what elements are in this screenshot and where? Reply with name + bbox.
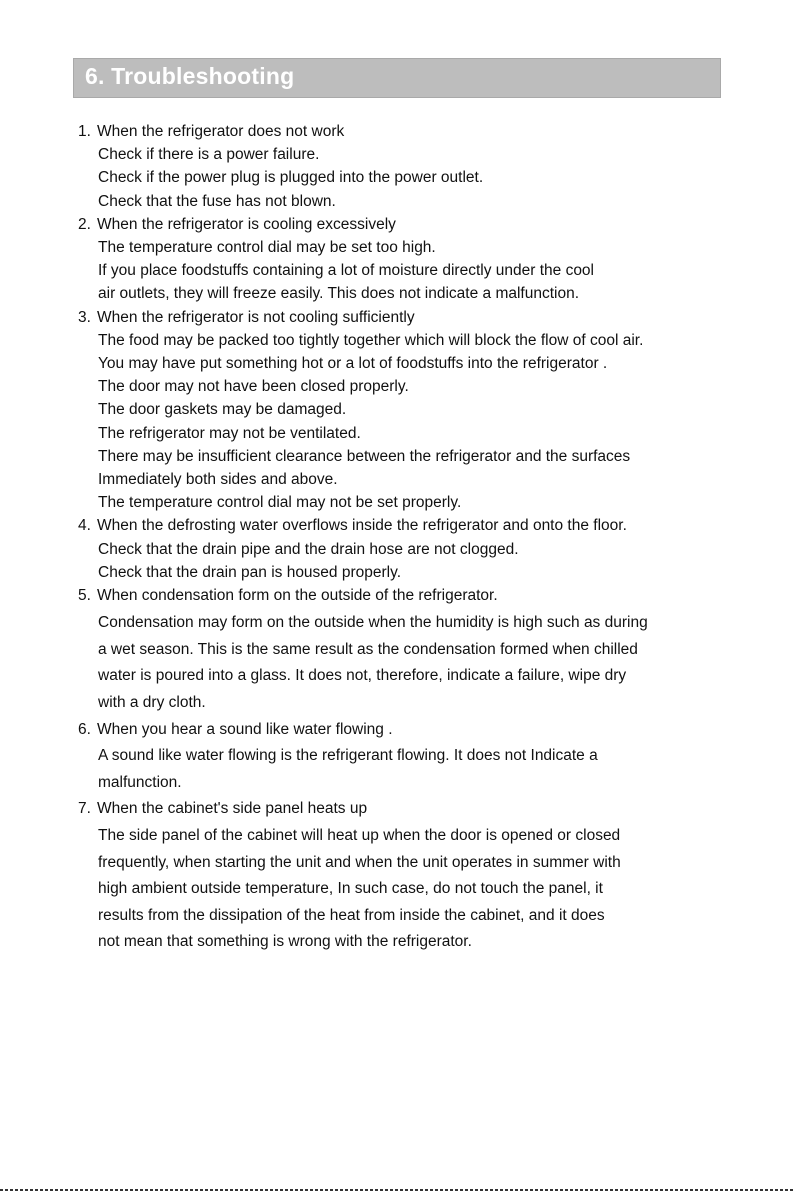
section-title: 6. Troubleshooting	[85, 63, 295, 89]
item-line: The door may not have been closed properly.	[98, 378, 409, 396]
item-number: 3.	[78, 308, 91, 326]
troubleshooting-item	[78, 213, 738, 306]
item-number: 2.	[78, 215, 91, 233]
item-number: 5.	[78, 587, 91, 605]
item-line: Check if the power plug is plugged into the power outlet.	[98, 169, 484, 187]
item-heading	[78, 584, 738, 607]
troubleshooting-list	[78, 120, 738, 956]
item-heading-text: When you hear a sound like water flowing .	[97, 720, 393, 738]
item-heading	[78, 796, 738, 823]
section-header	[73, 58, 721, 98]
item-heading	[78, 514, 738, 537]
item-heading-text: When condensation form on the outside of the refrigerator.	[97, 587, 498, 605]
item-line: The food may be packed too tightly together which will block the flow of cool air.	[98, 331, 644, 349]
item-line: water is poured into a glass. It does not, therefore, indicate a failure, wipe dry	[98, 667, 627, 685]
troubleshooting-item	[78, 796, 738, 956]
item-number: 1.	[78, 123, 91, 140]
item-line: a wet season. This is the same result as the condensation formed when chilled	[98, 640, 638, 658]
item-number: 7.	[78, 800, 91, 818]
troubleshooting-item	[78, 306, 738, 515]
item-line: You may have put something hot or a lot of foodstuffs into the refrigerator .	[98, 355, 608, 373]
item-line: malfunction.	[98, 773, 182, 791]
troubleshooting-item	[78, 514, 738, 584]
troubleshooting-item	[78, 584, 738, 717]
item-line: A sound like water flowing is the refrigerant flowing. It does not Indicate a	[98, 747, 598, 765]
item-heading	[78, 306, 738, 329]
item-line: There may be insufficient clearance between the refrigerator and the surfaces	[98, 447, 631, 465]
item-heading-text: When the refrigerator is not cooling sufficiently	[97, 308, 415, 326]
item-line: Condensation may form on the outside when the humidity is high such as during	[98, 614, 648, 632]
item-line: The temperature control dial may be set too high.	[98, 239, 436, 257]
item-heading-text: When the cabinet's side panel heats up	[97, 800, 368, 818]
item-heading-text: When the refrigerator does not work	[97, 123, 345, 140]
item-line: high ambient outside temperature, In such case, do not touch the panel, it	[98, 880, 603, 898]
item-heading	[78, 717, 738, 744]
item-line: Check that the drain pan is housed properly.	[98, 563, 402, 581]
item-line: Check if there is a power failure.	[98, 146, 320, 164]
item-line: The side panel of the cabinet will heat up when the door is opened or closed	[98, 827, 621, 845]
item-line: The door gaskets may be damaged.	[98, 401, 347, 419]
item-line: If you place foodstuffs containing a lot of moisture directly under the cool	[98, 262, 594, 280]
item-line: The refrigerator may not be ventilated.	[98, 424, 361, 442]
troubleshooting-item	[78, 717, 738, 797]
item-line: The temperature control dial may not be set properly.	[98, 494, 462, 512]
item-line: Check that the drain pipe and the drain hose are not clogged.	[98, 540, 519, 558]
item-line: Check that the fuse has not blown.	[98, 192, 336, 210]
item-line: not mean that something is wrong with the refrigerator.	[98, 933, 472, 951]
item-number: 4.	[78, 517, 91, 535]
item-heading-text: When the defrosting water overflows inside the refrigerator and onto the floor.	[97, 517, 627, 535]
troubleshooting-item	[78, 120, 738, 213]
item-number: 6.	[78, 720, 91, 738]
item-line: results from the dissipation of the heat from inside the cabinet, and it does	[98, 906, 605, 924]
item-line: with a dry cloth.	[98, 694, 206, 712]
item-heading-text: When the refrigerator is cooling excessively	[97, 215, 396, 233]
item-line: frequently, when starting the unit and when the unit operates in summer with	[98, 853, 621, 871]
item-heading	[78, 213, 738, 236]
item-heading	[78, 120, 738, 143]
item-line: air outlets, they will freeze easily. This does not indicate a malfunction.	[98, 285, 580, 303]
item-line: Immediately both sides and above.	[98, 471, 338, 489]
